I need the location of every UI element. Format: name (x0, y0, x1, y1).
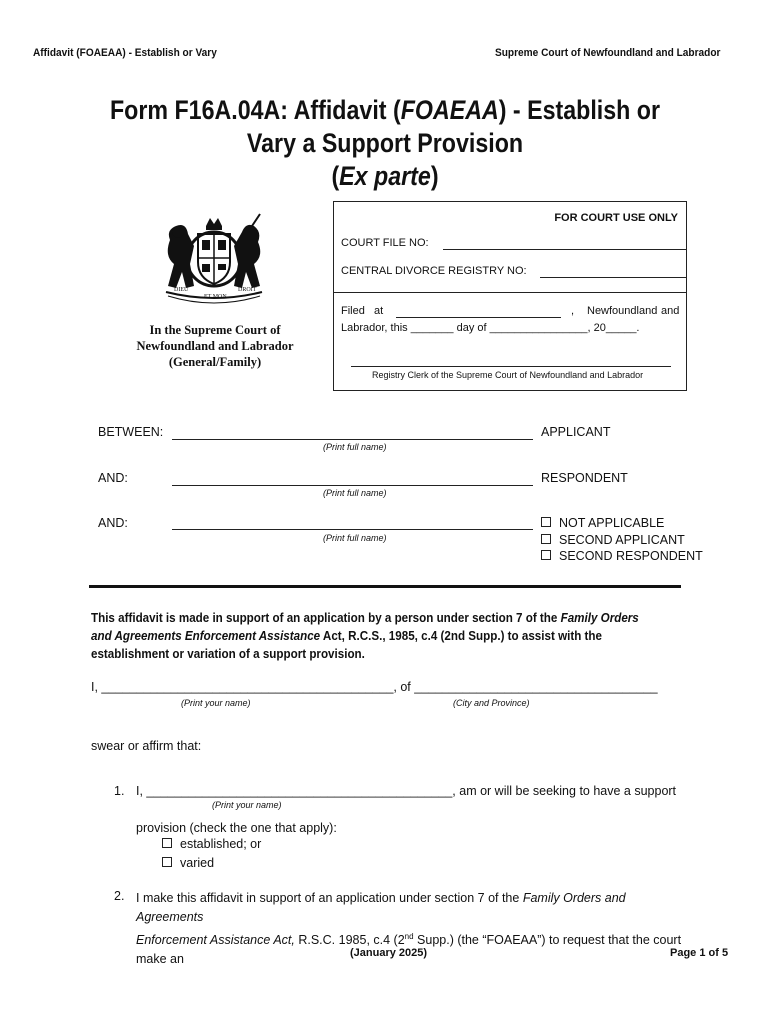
header-court-name: Supreme Court of Newfoundland and Labrador (495, 47, 721, 59)
deponent-line[interactable]: I, __________________________________________, of ___________________________________ (91, 680, 658, 694)
party-options (541, 515, 703, 565)
item-1-number: 1. (114, 784, 125, 798)
title-line-2: Vary a Support Provision (246, 128, 524, 158)
page-title (54, 94, 716, 193)
checkbox-icon[interactable] (541, 550, 551, 560)
checkbox-icon[interactable] (162, 857, 172, 867)
option-not-applicable[interactable]: NOT APPLICABLE (541, 515, 703, 532)
checkbox-icon[interactable] (162, 838, 172, 848)
item-1-print-name-hint: (Print your name) (212, 800, 282, 810)
applicant-label: APPLICANT (541, 425, 611, 439)
third-party-name-field[interactable] (172, 529, 533, 530)
print-full-name-hint-3: (Print full name) (323, 533, 387, 543)
footer-date: (January 2025) (350, 947, 428, 959)
court-use-box (333, 201, 687, 391)
print-full-name-hint-2: (Print full name) (323, 488, 387, 498)
filed-line-2[interactable]: Labrador, this _______ day of ________________, 20_____. (341, 322, 640, 334)
section-divider (89, 585, 681, 588)
filed-line-1: Filed at , Newfoundland and (341, 305, 680, 317)
checkbox-icon[interactable] (541, 534, 551, 544)
item-2-text: I make this affidavit in support of an application under section 7 of the Family Orders and Agreements Enforcement Assistance Act, R.S.C. 1985, c.4 (2nd Supp.) (the “FOAEAA”) to request that the court make an (136, 891, 682, 967)
clerk-signature-field[interactable] (351, 366, 671, 367)
and-label-2: AND: (98, 516, 128, 530)
item-1-provision: provision (check the one that apply): (136, 821, 337, 835)
registry-no-field[interactable] (540, 277, 687, 278)
print-your-name-hint: (Print your name) (181, 698, 251, 708)
option-second-respondent[interactable]: SECOND RESPONDENT (541, 548, 703, 565)
and-label-1: AND: (98, 471, 128, 485)
divider (334, 292, 686, 293)
print-full-name-hint-1: (Print full name) (323, 442, 387, 452)
registry-no-label: CENTRAL DIVORCE REGISTRY NO: (341, 265, 527, 277)
item-1-text[interactable]: I, ____________________________________________, am or will be seeking to have a support (136, 784, 677, 798)
checkbox-icon[interactable] (541, 517, 551, 527)
footer-page-number: Page 1 of 5 (670, 947, 729, 959)
respondent-label: RESPONDENT (541, 471, 628, 485)
coat-of-arms-icon (160, 212, 268, 312)
clerk-label: Registry Clerk of the Supreme Court of Newfoundland and Labrador (372, 370, 644, 380)
court-use-heading: FOR COURT USE ONLY (554, 212, 678, 224)
option-varied[interactable]: varied (162, 856, 214, 870)
court-name: In the Supreme Court of Newfoundland and Labrador (General/Family) (136, 323, 294, 369)
court-file-no-label: COURT FILE NO: (341, 237, 429, 249)
court-file-no-field[interactable] (443, 249, 687, 250)
motto-left: DIEU (174, 287, 189, 293)
option-second-applicant[interactable]: SECOND APPLICANT (541, 532, 703, 549)
city-province-hint: (City and Province) (453, 698, 530, 708)
respondent-name-field[interactable] (172, 485, 533, 486)
intro-paragraph: This affidavit is made in support of an application by a person under section 7 of the Family Orders and Agreements Enforcement Assistance Act, R.C.S., 1985, c.4 (2nd Supp.) to assist with the establishment or variation of a support provision. (91, 611, 639, 661)
motto-middle: ET MON (204, 294, 227, 300)
title-line-3: (Ex parte) (331, 161, 439, 191)
swear-or-affirm: swear or affirm that: (91, 739, 202, 753)
title-line-1: Form F16A.04A: Affidavit (FOAEAA) - Establish or (109, 95, 661, 125)
applicant-name-field[interactable] (172, 439, 533, 440)
header-form-name: Affidavit (FOAEAA) - Establish or Vary (33, 47, 217, 59)
item-2-number: 2. (114, 889, 125, 903)
filed-at-field[interactable] (396, 317, 561, 318)
option-established[interactable]: established; or (162, 837, 261, 851)
motto-right: DROIT (238, 287, 257, 293)
between-label: BETWEEN: (98, 425, 164, 439)
